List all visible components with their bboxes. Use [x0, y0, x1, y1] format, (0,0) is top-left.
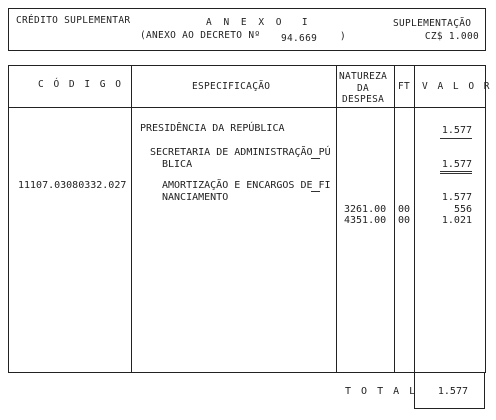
- decree-number: 94.669: [281, 33, 318, 44]
- col-header-natureza-1: NATUREZA: [339, 71, 388, 82]
- unit-name-line2: BLICA: [162, 159, 193, 170]
- program-code: 11107.03080332.027: [18, 180, 127, 191]
- row-natureza: 3261.00: [344, 204, 387, 215]
- total-value: 1.577: [437, 386, 468, 397]
- activity-name-line2: NANCIAMENTO: [162, 192, 229, 203]
- row-ft: 00: [398, 215, 411, 226]
- activity-value: 1.577: [441, 192, 472, 203]
- supplement-value: CZ$ 1.000: [424, 31, 479, 42]
- col-divider-3: [394, 66, 395, 372]
- total-bottom-line: [414, 408, 485, 409]
- unit-value-underline-2: [440, 173, 472, 174]
- unit-name-line1: SECRETARIA DE ADMINISTRAÇÃO PÚ: [150, 147, 331, 158]
- col-divider-2: [336, 66, 337, 372]
- col-header-natureza-2: DA: [357, 83, 370, 94]
- row-valor: 1.021: [441, 215, 472, 226]
- col-divider-4: [414, 66, 415, 372]
- row-ft: 00: [398, 204, 411, 215]
- decree-close-paren: ): [340, 31, 347, 42]
- row-valor: 556: [453, 204, 472, 215]
- col-header-ft: FT: [398, 81, 411, 92]
- activity-name-underline: [311, 191, 320, 192]
- header-left-label: CRÉDITO SUPLEMENTAR: [16, 15, 131, 26]
- unit-value: 1.577: [441, 159, 472, 170]
- supplement-title: SUPLEMENTAÇÃO: [393, 18, 472, 29]
- col-header-especificacao: ESPECIFICAÇÃO: [192, 81, 271, 92]
- total-divider-right: [484, 372, 485, 408]
- unit-value-underline-1: [440, 171, 472, 172]
- activity-name-line1: AMORTIZAÇÃO E ENCARGOS DE FI: [162, 180, 331, 191]
- col-divider-1: [131, 66, 132, 372]
- unit-name-underline: [311, 158, 320, 159]
- col-header-natureza-3: DESPESA: [342, 94, 385, 105]
- row-natureza: 4351.00: [344, 215, 387, 226]
- col-header-valor: V A L O R: [422, 81, 492, 92]
- total-label: T O T A L: [345, 386, 418, 397]
- annex-title: A N E X O I: [206, 17, 311, 28]
- annex-subtitle: (ANEXO AO DECRETO Nº: [140, 30, 261, 41]
- org-value: 1.577: [441, 125, 472, 136]
- total-divider-left: [414, 372, 415, 408]
- org-name: PRESIDÊNCIA DA REPÚBLICA: [140, 123, 285, 134]
- col-header-codigo: C Ó D I G O: [38, 79, 123, 90]
- org-value-underline: [440, 138, 472, 139]
